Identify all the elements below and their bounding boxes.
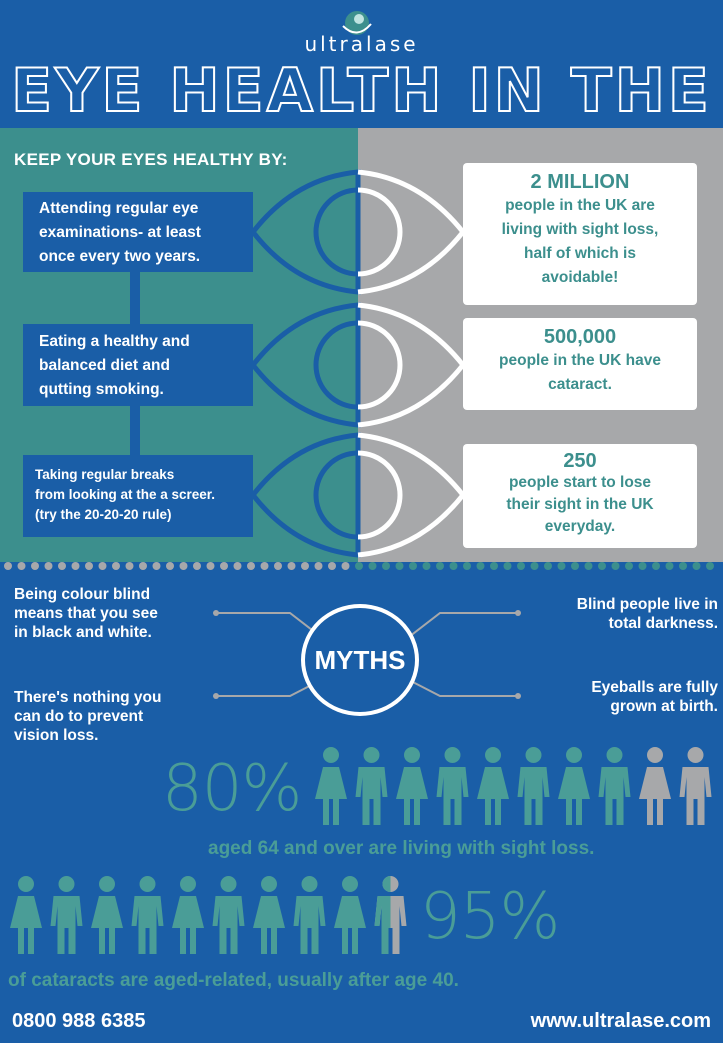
website-link[interactable]: www.ultralase.com	[530, 1010, 711, 1032]
woman-figure-icon	[172, 876, 204, 954]
myth-line: grown at birth.	[610, 698, 718, 715]
myth-line: Being colour blind	[14, 586, 151, 603]
woman-figure-icon	[10, 876, 42, 954]
brand-name: ultralase	[304, 32, 419, 56]
myth-line: There's nothing you	[14, 689, 162, 706]
stat-line: people in the UK have	[499, 352, 661, 369]
myths-label: MYTHS	[301, 604, 419, 716]
caption-80: aged 64 and over are living with sight loss.	[208, 838, 595, 859]
stat-line: people in the UK are	[505, 197, 655, 214]
stat-line: their sight in the UK	[506, 496, 654, 513]
caption-95: of cataracts are aged-related, usually after age 40.	[8, 970, 459, 991]
myth-line: Blind people live in	[576, 596, 718, 613]
phone-number[interactable]: 0800 988 6385	[12, 1010, 146, 1032]
stat-line: people start to lose	[508, 474, 652, 491]
percent-80: 80%	[162, 752, 302, 826]
woman-figure-icon	[253, 876, 285, 954]
tip-line: from looking at the a screer.	[35, 487, 216, 502]
man-figure-icon	[213, 876, 245, 954]
stat-line: living with sight loss,	[501, 221, 659, 238]
man-figure-icon	[132, 876, 164, 954]
tip-line: Attending regular eye	[39, 200, 199, 217]
tip-line: balanced diet and	[39, 357, 170, 374]
stat-line: everyday.	[544, 518, 616, 535]
man-figure-icon	[294, 876, 326, 954]
tips-heading: KEEP YOUR EYES HEALTHY BY:	[14, 150, 288, 169]
myth-line: in black and white.	[14, 624, 152, 641]
stat-value: 2 MILLION	[530, 171, 630, 193]
myth-line: can do to prevent	[14, 708, 144, 725]
tip-line: once every two years.	[39, 248, 201, 265]
myth-line: Eyeballs are fully	[591, 679, 718, 696]
man-figure-icon	[51, 876, 83, 954]
myth-line: total darkness.	[608, 615, 718, 632]
stat-line: cataract.	[548, 376, 612, 393]
myth-line: means that you see	[14, 605, 158, 622]
tip-line: qutting smoking.	[39, 381, 164, 398]
page-title: EYE HEALTH IN THE	[11, 56, 712, 126]
stat-line: half of which is	[524, 245, 636, 262]
stat-line: avoidable!	[541, 269, 619, 286]
myth-line: vision loss.	[14, 727, 99, 744]
tip-line: (try the 20-20-20 rule)	[35, 507, 172, 522]
tip-line: Eating a healthy and	[39, 333, 190, 350]
woman-figure-icon	[91, 876, 123, 954]
woman-figure-icon	[334, 876, 366, 954]
percent-95: 95%	[420, 880, 560, 954]
stat-value: 500,000	[543, 326, 617, 348]
stat-value: 250	[563, 450, 597, 472]
tip-line: examinations- at least	[39, 224, 201, 241]
tip-line: Taking regular breaks	[35, 467, 175, 482]
